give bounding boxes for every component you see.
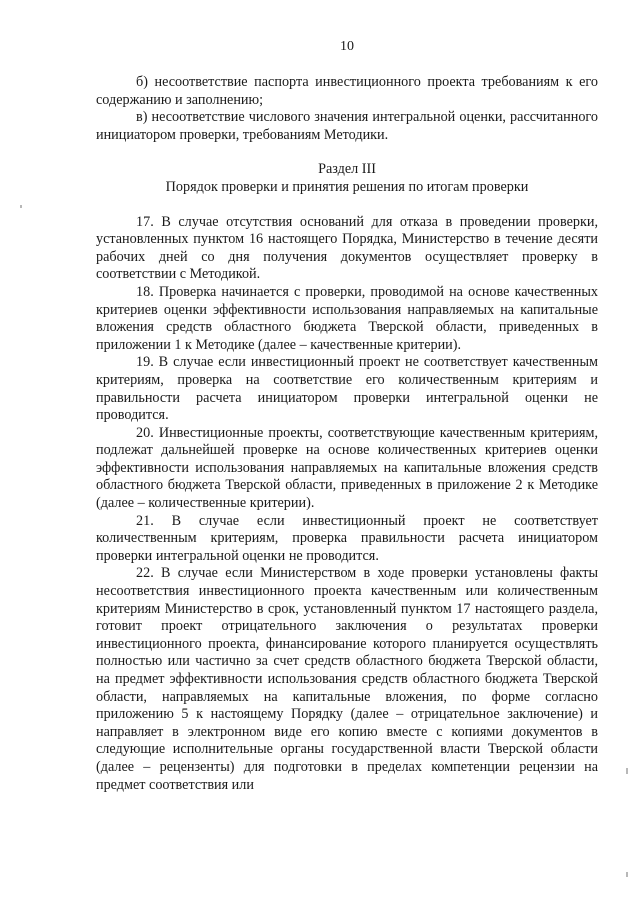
section-body: [96, 214, 598, 795]
paragraph-18: 18. Проверка начинается с проверки, проводимой на основе качественных критериев оценки эффективности использования направляемых на капитальные вложения средств областного бюджета Тверской области, приведенных в приложении 1 к Методике (далее – качественные критерии).: [96, 283, 598, 353]
continuation-list: [96, 74, 598, 144]
paragraph-22: 22. В случае если Министерством в ходе проверки установлены факты несоответствия инвестиционного проекта качественным или количественным критериям Министерство в срок, установленный пунктом 17 настоящего раздела, готовит проект отрицательного заключения о результатах проверки инвестиционного проекта, финансирование которого планируется осуществлять полностью или частично за счет средств областного бюджета Тверской области, на предмет эффективности использования средств областного бюджета Тверской области, направляемых на капитальные вложения, по форме согласно приложению 5 к настоящему Порядку (далее – отрицательное заключение) и направляет в электронном виде его копию вместе с копиями документов в следующие исполнительные органы государственной власти Тверской области (далее – рецензенты) для подготовки в пределах компетенции рецензии на предмет соответствия или: [96, 565, 598, 793]
section-number: Раздел III: [318, 161, 376, 178]
paragraph-19: 19. В случае если инвестиционный проект не соответствует качественным критериям, проверка на соответствие его количественным критериям и правильности расчета инициатором проверки интегральной оценки не проводится.: [96, 354, 598, 424]
page-number: 10: [340, 39, 354, 54]
paragraph-21: 21. В случае если инвестиционный проект не соответствует количественным критериям, проверка правильности расчета инициатором проверки интегральной оценки не проводится.: [96, 512, 598, 564]
paragraph-17: 17. В случае отсутствия оснований для отказа в проведении проверки, установленных пунктом 16 настоящего Порядка, Министерство в течение десяти рабочих дней со дня получения документов осуществляет проверку в соответствии с Методикой.: [96, 213, 598, 283]
document-page: [96, 38, 598, 794]
scan-edge-mark-right-bottom: [626, 872, 628, 877]
scan-edge-mark-left: [20, 205, 22, 208]
list-item-v: в) несоответствие числового значения интегральной оценки, рассчитанного инициатором проверки, требованиям Методики.: [96, 109, 598, 143]
list-item-b: б) несоответствие паспорта инвестиционного проекта требованиям к его содержанию и заполнению;: [96, 74, 598, 108]
section-title: Порядок проверки и принятия решения по итогам проверки: [165, 178, 529, 195]
section-header: [96, 161, 598, 196]
scan-edge-mark-right-top: [626, 768, 628, 774]
paragraph-20: 20. Инвестиционные проекты, соответствующие качественным критериям, подлежат дальнейшей проверке на основе количественных критериев оценки эффективности использования направляемых на капитальные вложения средств областного бюджета Тверской области, приведенных в приложение 2 к Методике (далее – количественные критерии).: [96, 424, 598, 512]
